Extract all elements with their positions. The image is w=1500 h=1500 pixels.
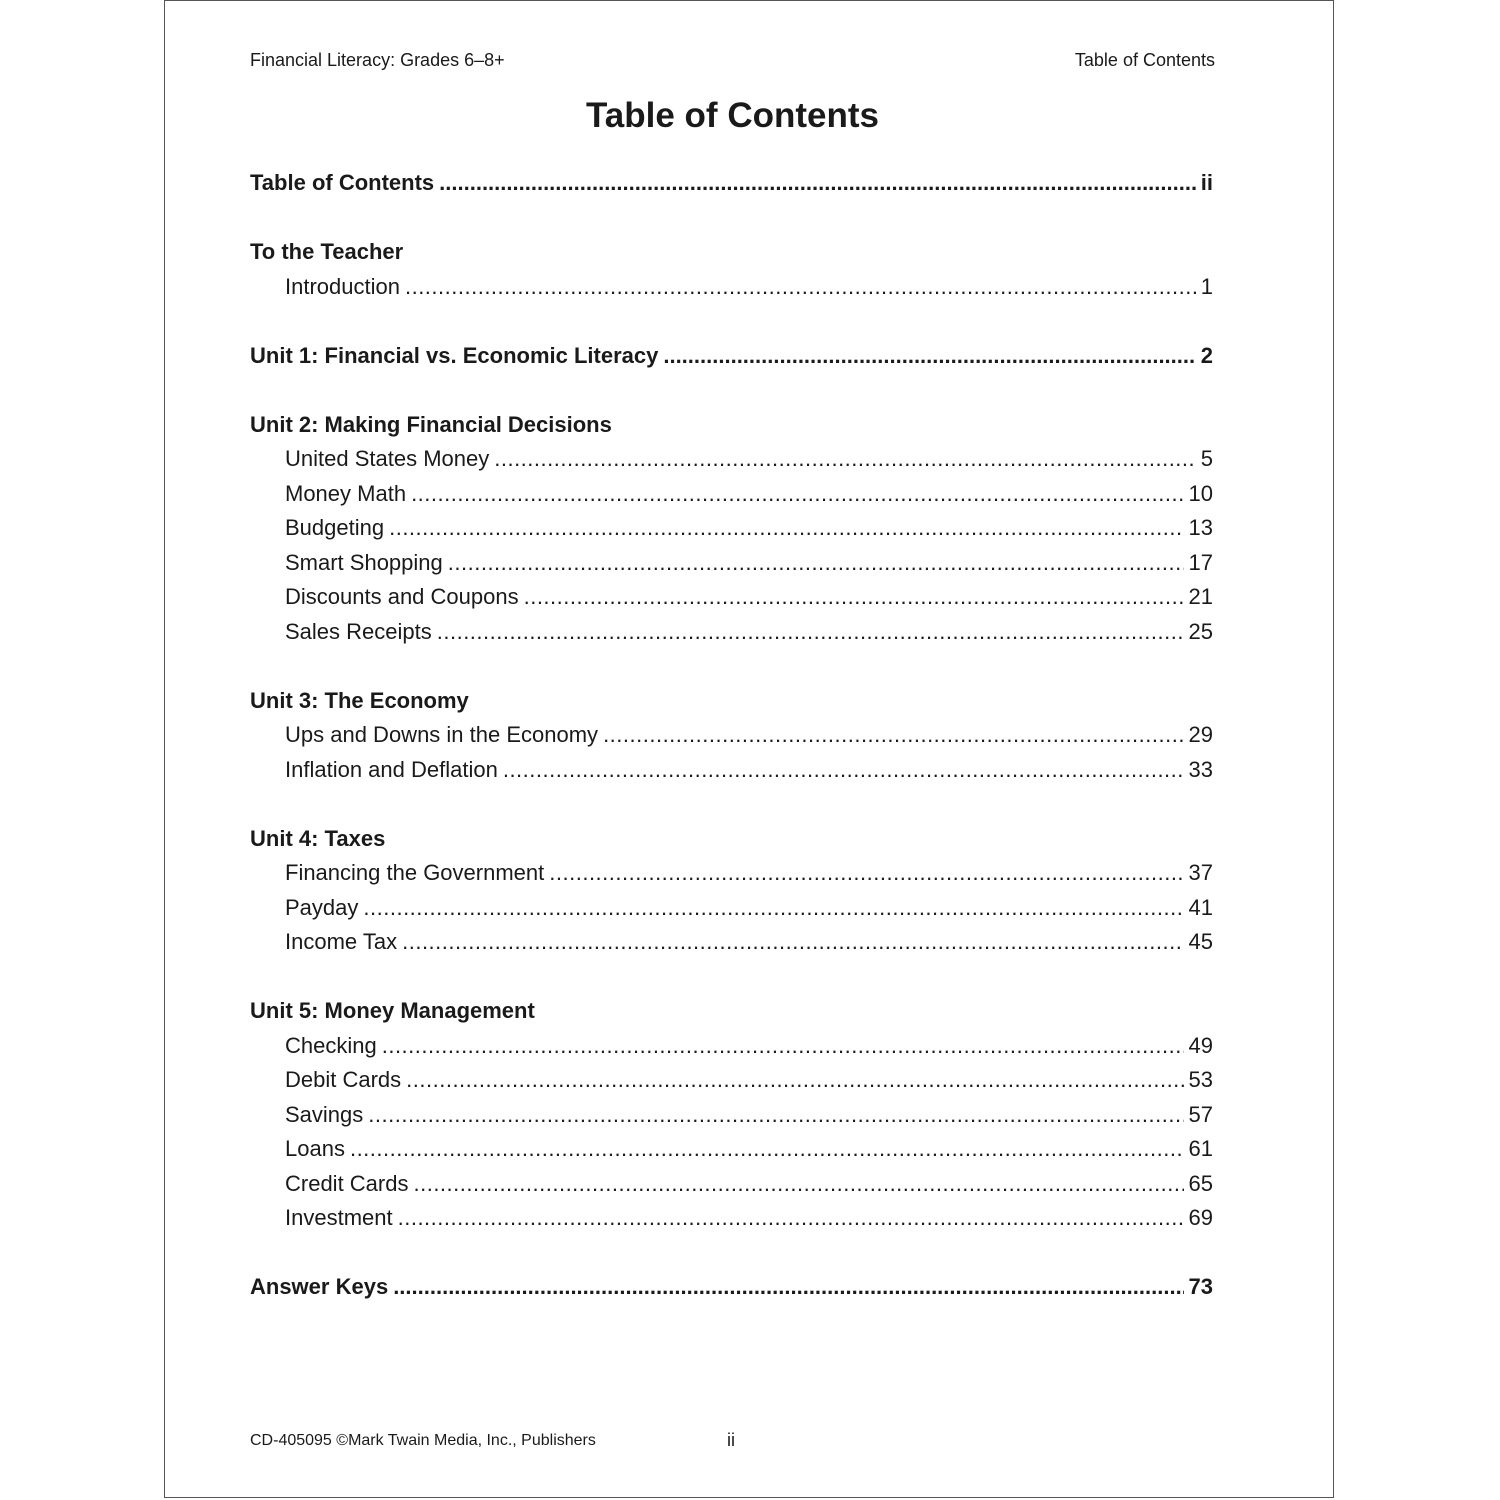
toc-page-number: ii xyxy=(1200,170,1213,195)
toc-entry-label: Financing the Government xyxy=(285,860,545,885)
dot-leader xyxy=(524,580,1184,615)
footer-page-number: ii xyxy=(727,1430,735,1450)
dot-leader xyxy=(503,753,1184,788)
dot-leader xyxy=(368,1098,1183,1133)
dot-leader xyxy=(411,477,1183,512)
table-of-contents xyxy=(250,166,1213,1305)
toc-page-number: 53 xyxy=(1188,1067,1213,1092)
toc-entry-budgeting[interactable] xyxy=(250,511,1213,546)
toc-page-number: 1 xyxy=(1200,273,1213,299)
toc-page-number: 61 xyxy=(1188,1136,1213,1161)
section-heading-unit-5 xyxy=(250,994,1213,1029)
toc-entry-investment[interactable] xyxy=(250,1201,1213,1236)
toc-page-number: 13 xyxy=(1188,515,1213,540)
toc-page-number: 73 xyxy=(1188,1274,1213,1299)
toc-entry-ups-and-downs[interactable] xyxy=(250,718,1213,753)
toc-page-number: 10 xyxy=(1188,480,1213,506)
running-head-book-title: Financial Literacy: Grades 6–8+ xyxy=(250,50,505,70)
toc-entry-introduction[interactable] xyxy=(250,270,1213,305)
toc-entry-label: Introduction xyxy=(285,273,400,299)
toc-entry-credit-cards[interactable] xyxy=(250,1167,1213,1202)
toc-entry-label: Budgeting xyxy=(285,515,385,540)
section-heading-label: To the Teacher xyxy=(250,239,404,264)
toc-page-number: 17 xyxy=(1188,549,1213,575)
toc-entry-label: Sales Receipts xyxy=(285,618,432,644)
dot-leader xyxy=(448,546,1184,581)
dot-leader xyxy=(549,856,1183,891)
section-heading-label: Unit 5: Money Management xyxy=(250,998,535,1023)
toc-page-number: 57 xyxy=(1188,1101,1213,1127)
toc-entry-label: Debit Cards xyxy=(285,1067,402,1092)
section-heading-unit-4 xyxy=(250,822,1213,857)
toc-page-number: 41 xyxy=(1188,894,1213,920)
section-heading-to-the-teacher xyxy=(250,235,1213,270)
section-heading-unit-3 xyxy=(250,684,1213,719)
toc-entry-debit-cards[interactable] xyxy=(250,1063,1213,1098)
toc-entry-label: Checking xyxy=(285,1032,377,1058)
dot-leader xyxy=(393,1270,1183,1305)
toc-page-number: 25 xyxy=(1188,618,1213,644)
dot-leader xyxy=(402,925,1183,960)
toc-entry-label: Discounts and Coupons xyxy=(285,584,519,609)
dot-leader xyxy=(363,891,1183,926)
dot-leader xyxy=(494,442,1196,477)
toc-page-number: 37 xyxy=(1188,860,1213,885)
toc-entry-income-tax[interactable] xyxy=(250,925,1213,960)
dot-leader xyxy=(439,166,1196,201)
running-head-section: Table of Contents xyxy=(1074,50,1215,70)
dot-leader xyxy=(389,511,1183,546)
toc-entry-label: Smart Shopping xyxy=(285,549,443,575)
toc-page-number: 29 xyxy=(1188,722,1213,747)
dot-leader xyxy=(398,1201,1184,1236)
toc-entry-label: Income Tax xyxy=(285,929,398,954)
toc-entry-label: Investment xyxy=(285,1205,393,1230)
toc-entry-label: Money Math xyxy=(285,480,407,506)
toc-entry-label: Inflation and Deflation xyxy=(285,756,498,782)
page-title: Table of Contents xyxy=(586,96,879,135)
dot-leader xyxy=(406,1063,1183,1098)
dot-leader xyxy=(350,1132,1184,1167)
toc-entry-united-states-money[interactable] xyxy=(250,442,1213,477)
toc-entry-label: Unit 1: Financial vs. Economic Literacy xyxy=(250,342,659,368)
dot-leader xyxy=(405,270,1196,305)
toc-entry-loans[interactable] xyxy=(250,1132,1213,1167)
dot-leader xyxy=(437,615,1184,650)
section-heading-label: Unit 4: Taxes xyxy=(250,825,386,851)
toc-entry-sales-receipts[interactable] xyxy=(250,615,1213,650)
dot-leader xyxy=(382,1029,1184,1064)
running-head xyxy=(250,50,1215,71)
toc-page-number: 5 xyxy=(1200,446,1213,471)
dot-leader xyxy=(663,339,1195,374)
dot-leader xyxy=(603,718,1183,753)
toc-entry-label: Loans xyxy=(285,1136,345,1161)
toc-page-number: 69 xyxy=(1188,1205,1213,1230)
toc-entry-smart-shopping[interactable] xyxy=(250,546,1213,581)
dot-leader xyxy=(413,1167,1183,1202)
toc-entry-savings[interactable] xyxy=(250,1098,1213,1133)
toc-entry-unit-1[interactable] xyxy=(250,339,1213,374)
toc-entry-label: Table of Contents xyxy=(250,170,435,195)
toc-entry-table-of-contents[interactable] xyxy=(250,166,1213,201)
toc-page-number: 65 xyxy=(1188,1170,1213,1196)
toc-page-number: 45 xyxy=(1188,929,1213,954)
toc-entry-label: Answer Keys xyxy=(250,1274,389,1299)
toc-page-number: 49 xyxy=(1188,1032,1213,1058)
toc-page-number: 2 xyxy=(1200,342,1213,368)
toc-entry-answer-keys[interactable] xyxy=(250,1270,1213,1305)
toc-entry-label: United States Money xyxy=(285,446,490,471)
toc-entry-payday[interactable] xyxy=(250,891,1213,926)
section-heading-label: Unit 3: The Economy xyxy=(250,687,469,713)
toc-entry-discounts-and-coupons[interactable] xyxy=(250,580,1213,615)
toc-page-number: 21 xyxy=(1188,584,1213,609)
section-heading-unit-2 xyxy=(250,408,1213,443)
toc-entry-money-math[interactable] xyxy=(250,477,1213,512)
toc-page-number: 33 xyxy=(1188,756,1213,782)
toc-entry-inflation-and-deflation[interactable] xyxy=(250,753,1213,788)
toc-entry-label: Credit Cards xyxy=(285,1170,409,1196)
toc-entry-label: Ups and Downs in the Economy xyxy=(285,722,599,747)
toc-entry-checking[interactable] xyxy=(250,1029,1213,1064)
toc-entry-label: Savings xyxy=(285,1101,364,1127)
toc-entry-financing-the-government[interactable] xyxy=(250,856,1213,891)
section-heading-label: Unit 2: Making Financial Decisions xyxy=(250,411,612,437)
footer-publisher: CD-405095 ©Mark Twain Media, Inc., Publishers xyxy=(250,1432,596,1449)
toc-entry-label: Payday xyxy=(285,894,359,920)
